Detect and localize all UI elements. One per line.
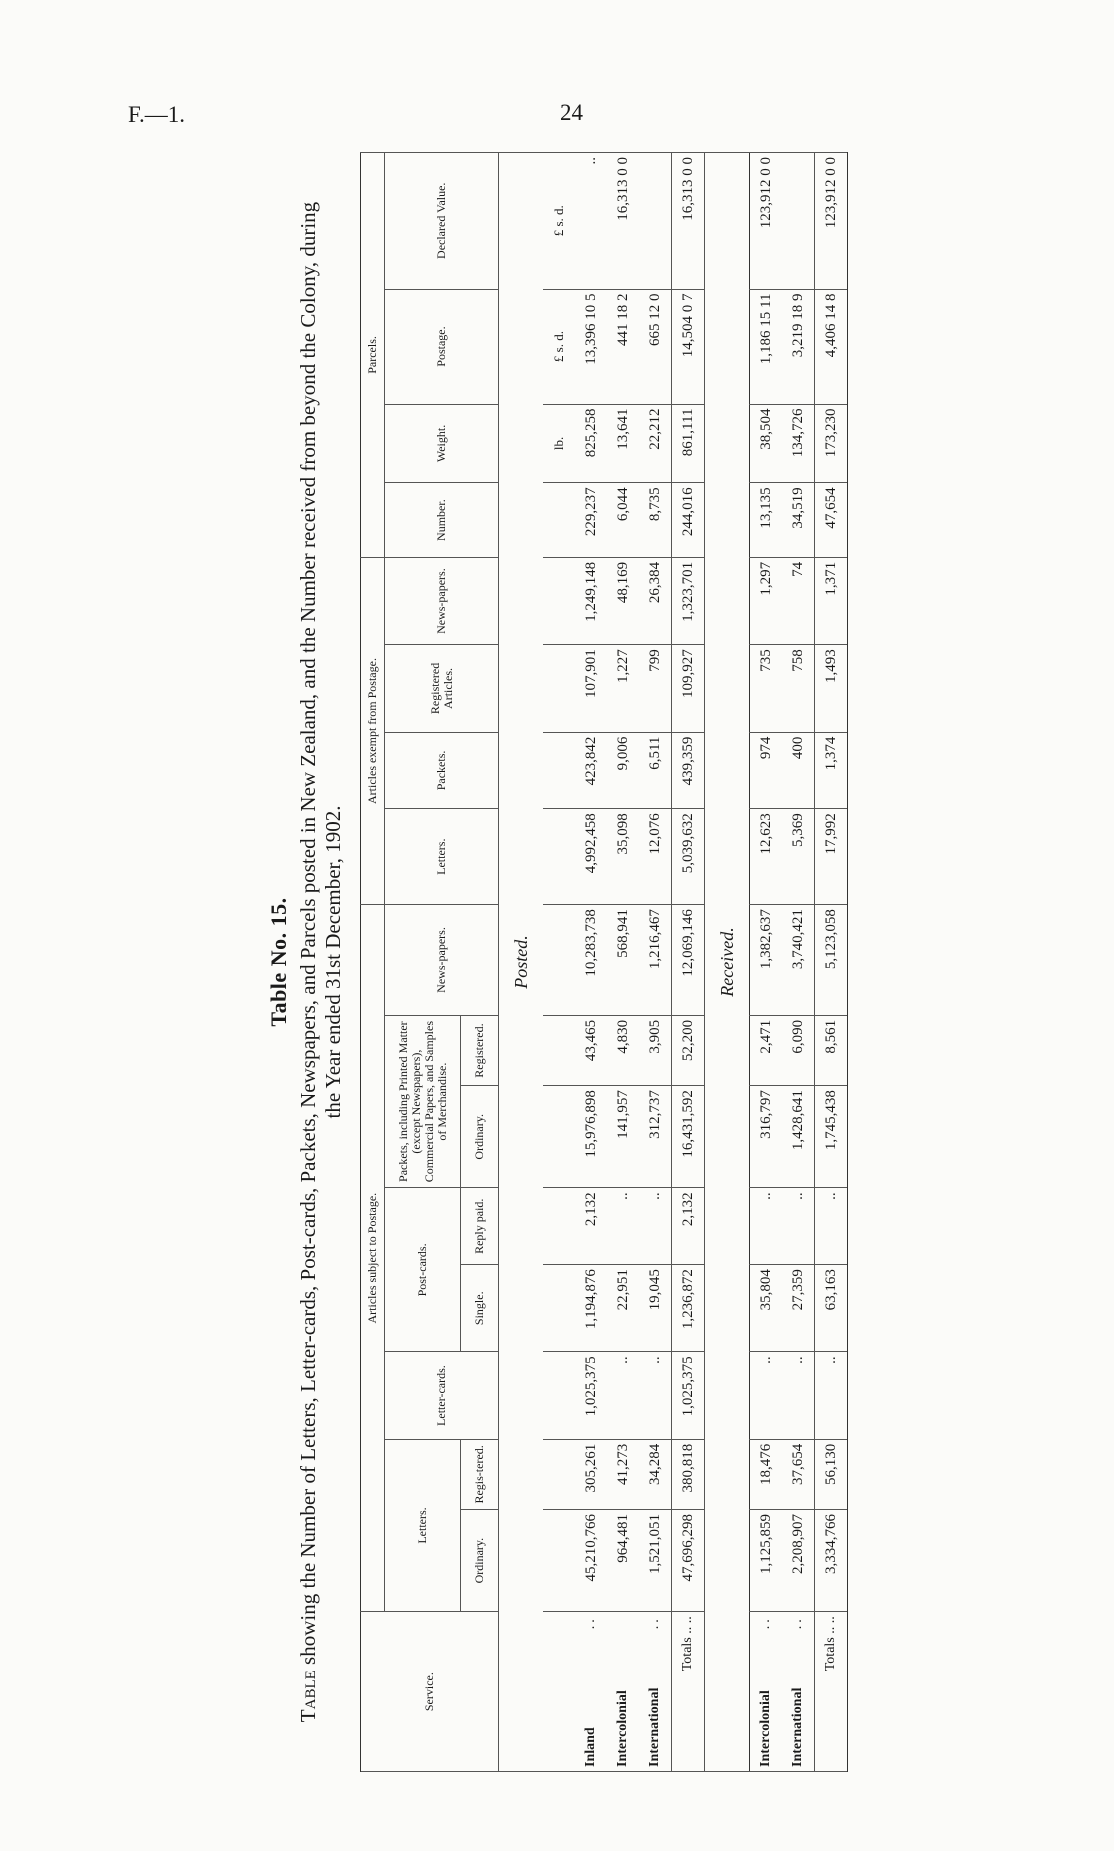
cell-exempt-letters: 12,623	[750, 809, 783, 905]
cell-newspapers: 12,069,146	[672, 905, 705, 1016]
cell-exempt-letters: 5,369	[782, 809, 815, 905]
cell-postage: 1,186 15 11	[750, 289, 783, 404]
cell-parcels-weight: 861,111	[672, 404, 705, 483]
cell-newspapers: 1,382,637	[750, 905, 783, 1016]
cell-reply-paid: 2,132	[672, 1188, 705, 1265]
cell-parcels-number: 8,735	[639, 483, 672, 558]
table-row	[782, 153, 815, 1772]
cell-single: 63,163	[815, 1265, 848, 1352]
cell-exempt-registered: 758	[782, 645, 815, 732]
cell-exempt-packets: 423,842	[575, 732, 607, 809]
cell-parcels-number: 13,135	[750, 483, 783, 558]
cell-letter-cards: 1,025,375	[672, 1352, 705, 1439]
cell-registered: 34,284	[639, 1439, 672, 1509]
cell-single: 1,236,872	[672, 1265, 705, 1352]
header-letters: Letters.	[385, 1439, 461, 1612]
cell-letter-cards: ..	[750, 1352, 783, 1439]
cell-exempt-letters: 5,039,632	[672, 809, 705, 905]
cell-declared	[639, 153, 672, 290]
row-service: Totals ..	[823, 1626, 838, 1672]
row-dots: ..	[790, 1616, 805, 1630]
cell-single: 19,045	[639, 1265, 672, 1352]
cell-registered: 41,273	[607, 1439, 639, 1509]
cell-packets-registered: 6,090	[782, 1015, 815, 1085]
header-post-cards: Post-cards.	[385, 1188, 461, 1352]
row-dots: ..	[823, 1616, 838, 1624]
cell-exempt-registered: 1,227	[607, 645, 639, 732]
cell-postage: 3,219 18 9	[782, 289, 815, 404]
cell-packets-registered: 2,471	[750, 1015, 783, 1085]
cell-ordinary: 2,208,907	[782, 1510, 815, 1612]
cell-reply-paid: ..	[639, 1188, 672, 1265]
header-packets-ordinary: Ordinary.	[461, 1086, 499, 1188]
cell-exempt-letters: 17,992	[815, 809, 848, 905]
row-service: Inland	[583, 1727, 598, 1767]
cell-reply-paid: ..	[782, 1188, 815, 1265]
cell-exempt-newspapers: 48,169	[607, 557, 639, 644]
cell-single: 35,804	[750, 1265, 783, 1352]
header-packets-including: Packets, including Printed Matter (except Newspapers), Commercial Papers, and Samples of Merchandise.	[385, 1015, 461, 1188]
row-dots: ..	[758, 1616, 773, 1630]
cell-registered: 305,261	[575, 1439, 607, 1509]
cell-exempt-packets: 400	[782, 732, 815, 809]
cell-ordinary: 1,521,051	[639, 1510, 672, 1612]
cell-reply-paid: ..	[607, 1188, 639, 1265]
cell-declared: 123,912 0 0	[750, 153, 783, 290]
table-row	[750, 153, 783, 1772]
cell-parcels-number: 229,237	[575, 483, 607, 558]
cell-letter-cards: ..	[782, 1352, 815, 1439]
header-exempt-newspapers: News-papers.	[385, 557, 499, 644]
cell-exempt-newspapers: 1,371	[815, 557, 848, 644]
cell-letter-cards: ..	[815, 1352, 848, 1439]
cell-exempt-letters: 12,076	[639, 809, 672, 905]
row-service: International	[647, 1687, 662, 1767]
cell-declared: ..	[575, 153, 607, 290]
section-posted: Posted.	[499, 153, 544, 1772]
cell-reply-paid: 2,132	[575, 1188, 607, 1265]
cell-ordinary: 47,696,298	[672, 1510, 705, 1612]
cell-exempt-registered: 109,927	[672, 645, 705, 732]
cell-reply-paid: ..	[815, 1188, 848, 1265]
row-dots: ..	[647, 1616, 662, 1630]
cell-ordinary: 1,125,859	[750, 1510, 783, 1612]
cell-parcels-weight: 134,726	[782, 404, 815, 483]
cell-packets-ordinary: 312,737	[639, 1086, 672, 1188]
cell-packets-registered: 43,465	[575, 1015, 607, 1085]
cell-exempt-letters: 35,098	[607, 809, 639, 905]
cell-newspapers: 3,740,421	[782, 905, 815, 1016]
row-dots: ..	[680, 1616, 695, 1624]
row-dots: ..	[583, 1616, 598, 1630]
cell-postage: 4,406 14 8	[815, 289, 848, 404]
cell-reply-paid: ..	[750, 1188, 783, 1265]
rotated-table-region	[262, 152, 1042, 1772]
cell-single: 27,359	[782, 1265, 815, 1352]
header-packets-registered: Registered.	[461, 1015, 499, 1085]
cell-exempt-registered: 735	[750, 645, 783, 732]
table-caption	[296, 192, 346, 1732]
cell-parcels-number: 47,654	[815, 483, 848, 558]
cell-registered: 380,818	[672, 1439, 705, 1509]
cell-packets-registered: 4,830	[607, 1015, 639, 1085]
cell-postage: 665 12 0	[639, 289, 672, 404]
cell-packets-ordinary: 141,957	[607, 1086, 639, 1188]
cell-ordinary: 45,210,766	[575, 1510, 607, 1612]
cell-postage: 13,396 10 5	[575, 289, 607, 404]
section-received: Received.	[705, 153, 750, 1772]
unit-postage: £ s. d.	[543, 289, 575, 404]
cell-parcels-number: 6,044	[607, 483, 639, 558]
cell-packets-ordinary: 16,431,592	[672, 1086, 705, 1188]
cell-exempt-newspapers: 26,384	[639, 557, 672, 644]
cell-registered: 18,476	[750, 1439, 783, 1509]
cell-exempt-packets: 1,374	[815, 732, 848, 809]
table-row	[607, 153, 639, 1772]
cell-packets-ordinary: 316,797	[750, 1086, 783, 1188]
cell-postage: 14,504 0 7	[672, 289, 705, 404]
cell-exempt-packets: 439,359	[672, 732, 705, 809]
header-post-cards-single: Single.	[461, 1265, 499, 1352]
cell-parcels-number: 34,519	[782, 483, 815, 558]
cell-newspapers: 5,123,058	[815, 905, 848, 1016]
cell-parcels-weight: 825,258	[575, 404, 607, 483]
header-service: Service.	[361, 1612, 499, 1772]
cell-parcels-weight: 173,230	[815, 404, 848, 483]
header-parcels-weight: Weight.	[385, 404, 499, 483]
cell-exempt-registered: 799	[639, 645, 672, 732]
header-subject-to-postage: Articles subject to Postage.	[361, 905, 385, 1612]
page-number: 24	[560, 100, 583, 125]
cell-exempt-newspapers: 1,323,701	[672, 557, 705, 644]
cell-single: 1,194,876	[575, 1265, 607, 1352]
cell-newspapers: 568,941	[607, 905, 639, 1016]
cell-exempt-newspapers: 74	[782, 557, 815, 644]
cell-exempt-packets: 6,511	[639, 732, 672, 809]
cell-packets-ordinary: 1,428,641	[782, 1086, 815, 1188]
header-letters-ordinary: Ordinary.	[461, 1510, 499, 1612]
table-title: Table No. 15.	[266, 897, 291, 1027]
cell-letter-cards: 1,025,375	[575, 1352, 607, 1439]
cell-declared: 123,912 0 0	[815, 153, 848, 290]
table-row	[575, 153, 607, 1772]
header-post-cards-reply-paid: Reply paid.	[461, 1188, 499, 1265]
header-exempt-from-postage: Articles exempt from Postage.	[361, 557, 385, 904]
cell-packets-registered: 8,561	[815, 1015, 848, 1085]
cell-packets-registered: 52,200	[672, 1015, 705, 1085]
header-parcels-number: Number.	[385, 483, 499, 558]
totals-row	[672, 153, 705, 1772]
cell-postage: 441 18 2	[607, 289, 639, 404]
cell-newspapers: 10,283,738	[575, 905, 607, 1016]
cell-registered: 56,130	[815, 1439, 848, 1509]
cell-registered: 37,654	[782, 1439, 815, 1509]
row-service: Intercolonial	[758, 1690, 773, 1767]
header-exempt-letters: Letters.	[385, 809, 499, 905]
cell-declared: 16,313 0 0	[672, 153, 705, 290]
caption-text: showing the Number of Letters, Letter-cards, Post-cards, Packets, Newspapers, and Parcels posted in New Zealand, and the Number received from beyond the Colony, during the Year ended 31st December, 1902.	[296, 201, 345, 1665]
table-row	[639, 153, 672, 1772]
row-service: Totals ..	[680, 1626, 695, 1672]
page-identifier: F.—1.	[128, 102, 185, 127]
header-letter-cards: Letter-cards.	[385, 1352, 499, 1439]
cell-declared: 16,313 0 0	[607, 153, 639, 290]
header-newspapers: News-papers.	[385, 905, 499, 1016]
statistics-table	[360, 152, 848, 1772]
header-declared-value: Declared Value.	[385, 153, 499, 290]
cell-single: 22,951	[607, 1265, 639, 1352]
cell-parcels-number: 244,016	[672, 483, 705, 558]
header-parcels-postage: Postage.	[385, 289, 499, 404]
cell-ordinary: 964,481	[607, 1510, 639, 1612]
cell-packets-ordinary: 15,976,898	[575, 1086, 607, 1188]
header-exempt-registered: Registered Articles.	[385, 645, 499, 732]
unit-weight: lb.	[543, 404, 575, 483]
header-letters-registered: Regis-tered.	[461, 1439, 499, 1509]
cell-exempt-letters: 4,992,458	[575, 809, 607, 905]
cell-exempt-newspapers: 1,297	[750, 557, 783, 644]
cell-exempt-packets: 9,006	[607, 732, 639, 809]
cell-letter-cards: ..	[607, 1352, 639, 1439]
totals-row	[815, 153, 848, 1772]
unit-declared: £ s. d.	[543, 153, 575, 290]
cell-letter-cards: ..	[639, 1352, 672, 1439]
cell-exempt-registered: 107,901	[575, 645, 607, 732]
cell-exempt-newspapers: 1,249,148	[575, 557, 607, 644]
cell-exempt-registered: 1,493	[815, 645, 848, 732]
row-service: Intercolonial	[615, 1690, 630, 1767]
cell-newspapers: 1,216,467	[639, 905, 672, 1016]
cell-ordinary: 3,334,766	[815, 1510, 848, 1612]
cell-packets-registered: 3,905	[639, 1015, 672, 1085]
cell-parcels-weight: 13,641	[607, 404, 639, 483]
cell-exempt-packets: 974	[750, 732, 783, 809]
row-service: International	[790, 1687, 805, 1767]
cell-parcels-weight: 22,212	[639, 404, 672, 483]
header-exempt-packets: Packets.	[385, 732, 499, 809]
header-parcels: Parcels.	[361, 153, 385, 558]
cell-packets-ordinary: 1,745,438	[815, 1086, 848, 1188]
cell-parcels-weight: 38,504	[750, 404, 783, 483]
cell-declared	[782, 153, 815, 290]
caption-prefix: Table	[296, 1670, 320, 1723]
